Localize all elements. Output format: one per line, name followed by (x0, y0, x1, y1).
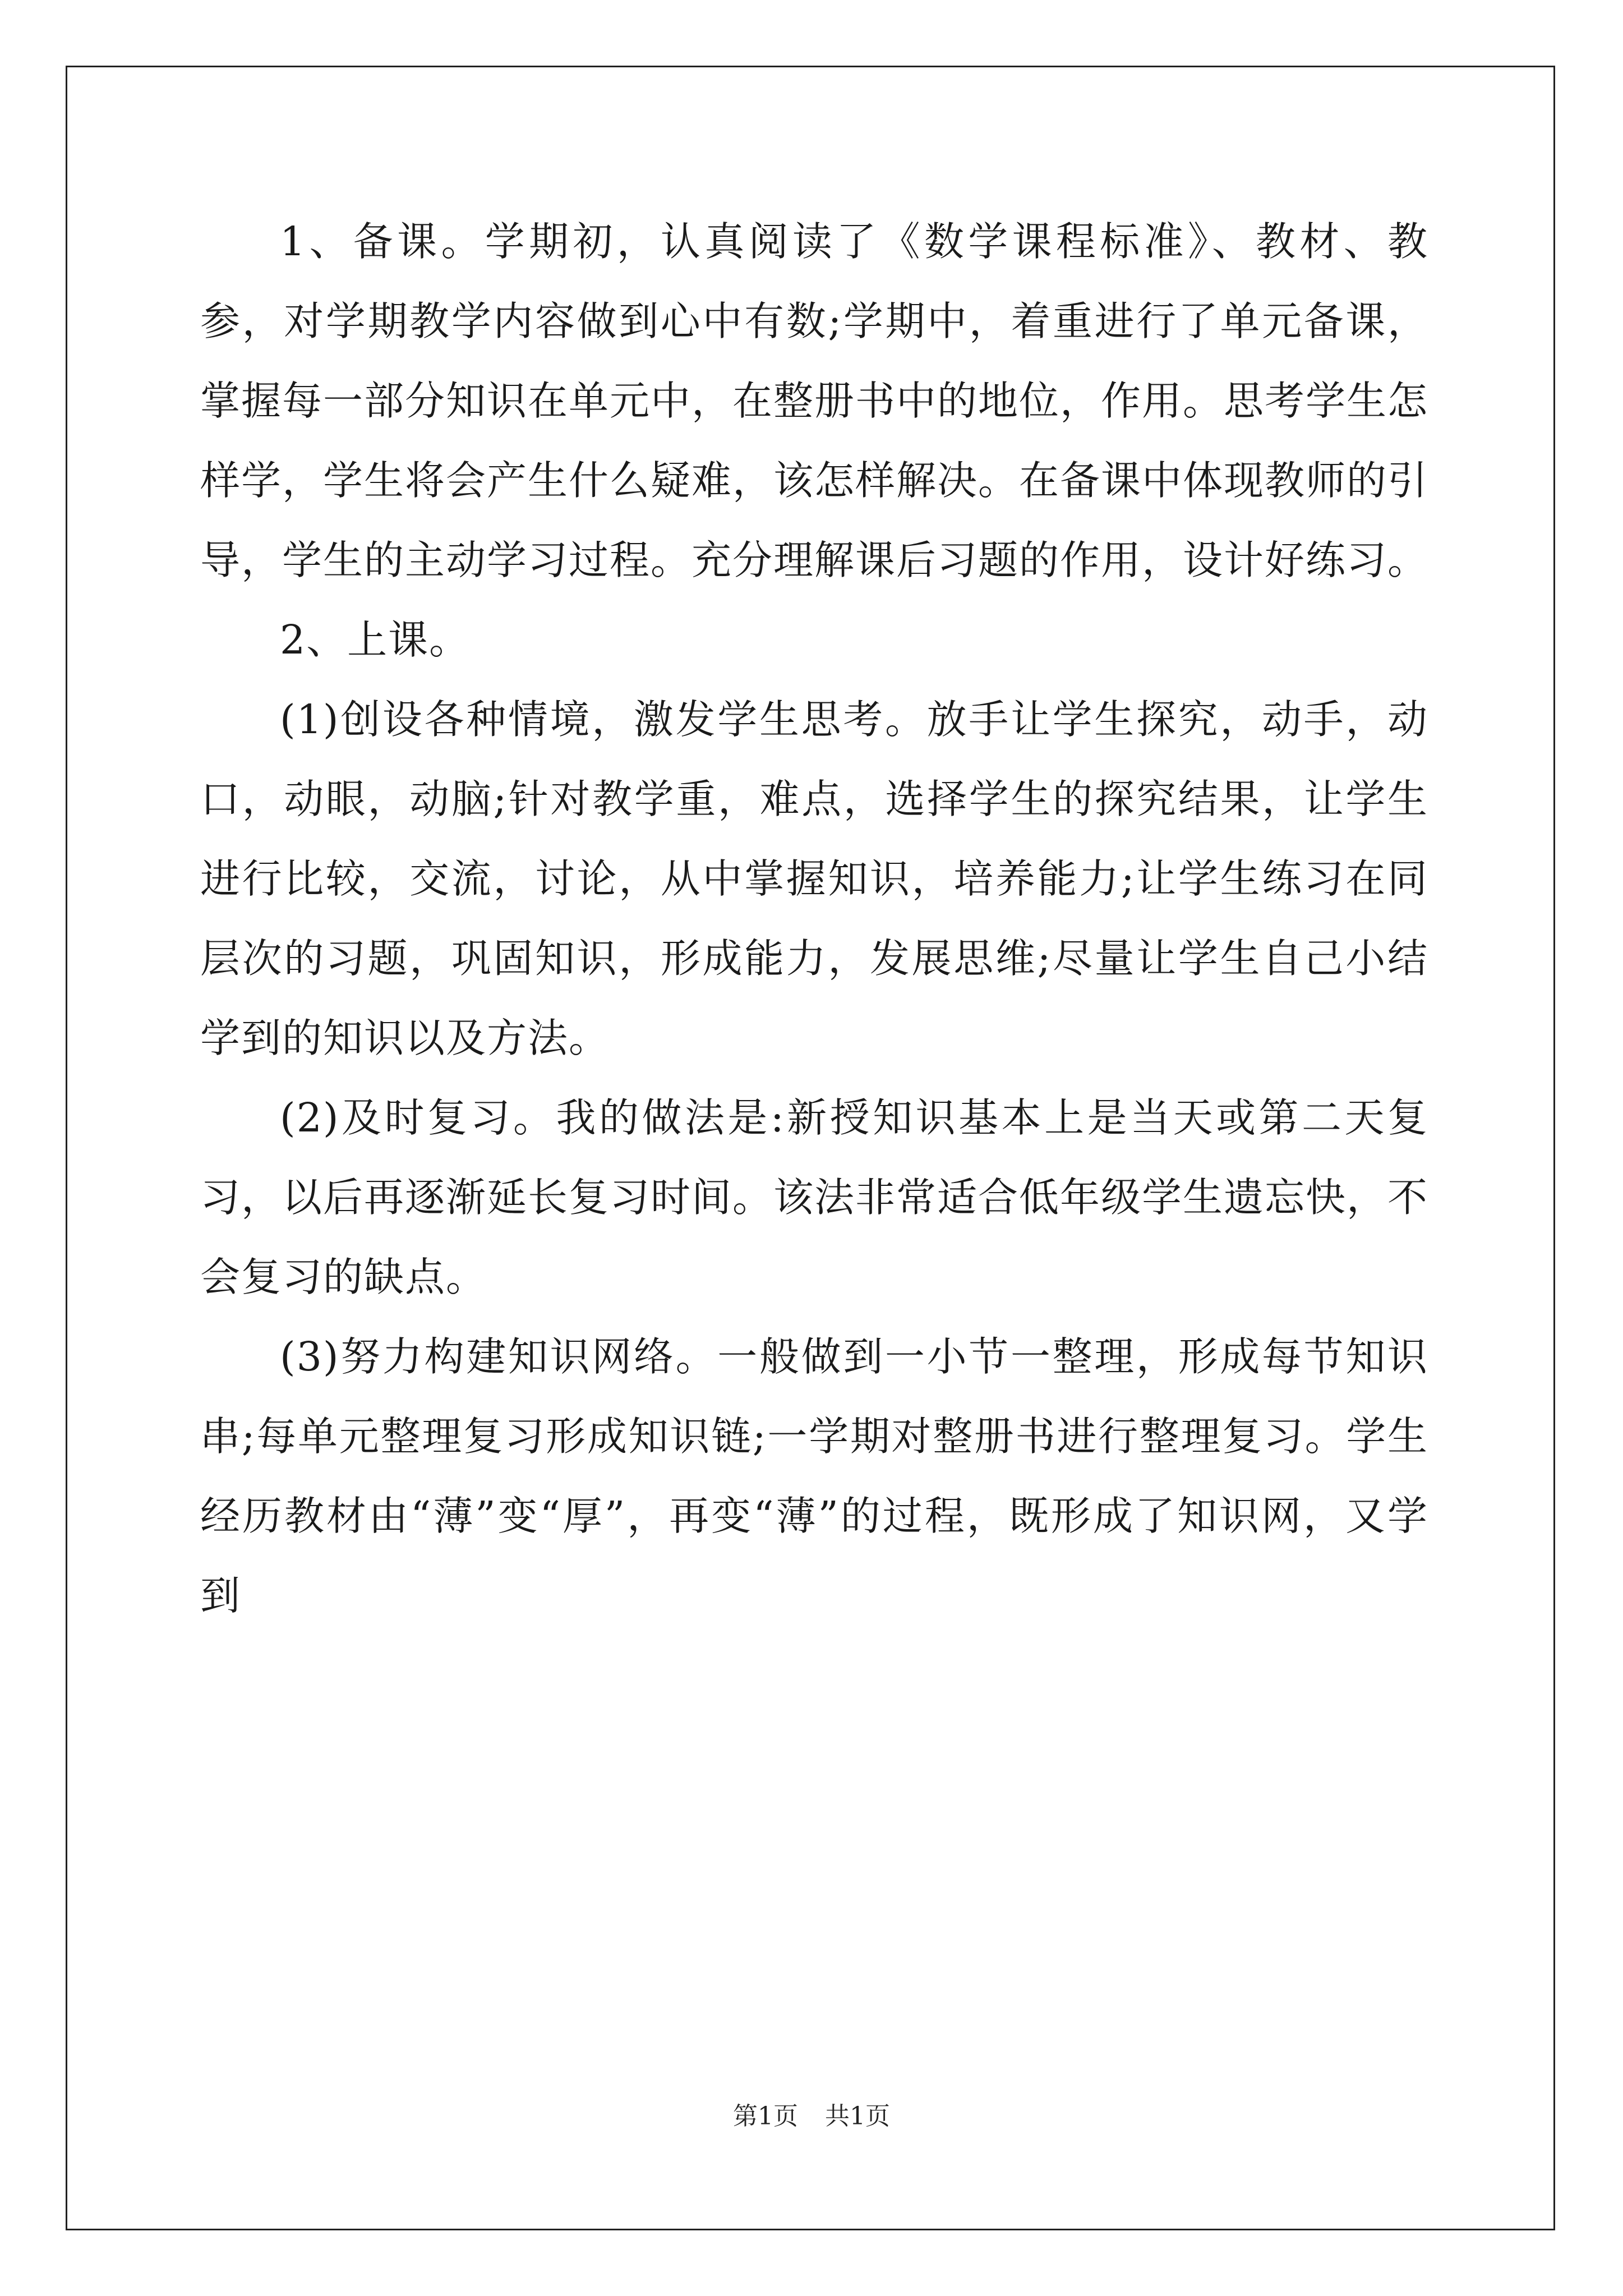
paragraph-class-heading: 2、上课。 (280, 616, 471, 663)
paragraph-situations: (1)创设各种情境，激发学生思考。放手让学生探究，动手，动口，动眼，动脑;针对教学重，难点，选择学生的探究结果，让学生进行比较，交流，讨论，从中掌握知识，培养能力;让学生练习在同层次的习题，巩固知识，形成能力，发展思维;尽量让学生自己小结学到的知识以及方法。 (200, 696, 1428, 1061)
document-body (200, 202, 1428, 1636)
page-number-current: 第1页 (733, 2102, 798, 2131)
page-number-total: 共1页 (825, 2102, 890, 2131)
paragraph-lesson-prep: 1、备课。学期初，认真阅读了《数学课程标准》、教材、教参，对学期教学内容做到心中有数;学期中，着重进行了单元备课，掌握每一部分知识在单元中，在整册书中的地位，作用。思考学生怎样学，学生将会产生什么疑难，该怎样解决。在备课中体现教师的引导，学生的主动学习过程。充分理解课后习题的作用，设计好练习。 (200, 218, 1429, 583)
page-footer (0, 2100, 1623, 2133)
paragraph-review: (2)及时复习。我的做法是:新授知识基本上是当天或第二天复习，以后再逐渐延长复习时间。该法非常适合低年级学生遗忘快，不会复习的缺点。 (200, 1094, 1429, 1300)
paragraph-knowledge-network: (3)努力构建知识网络。一般做到一小节一整理，形成每节知识串;每单元整理复习形成知识链;一学期对整册书进行整理复习。学生经历教材由“薄”变“厚”，再变“薄”的过程，既形成了知识网，又学到 (200, 1333, 1428, 1619)
